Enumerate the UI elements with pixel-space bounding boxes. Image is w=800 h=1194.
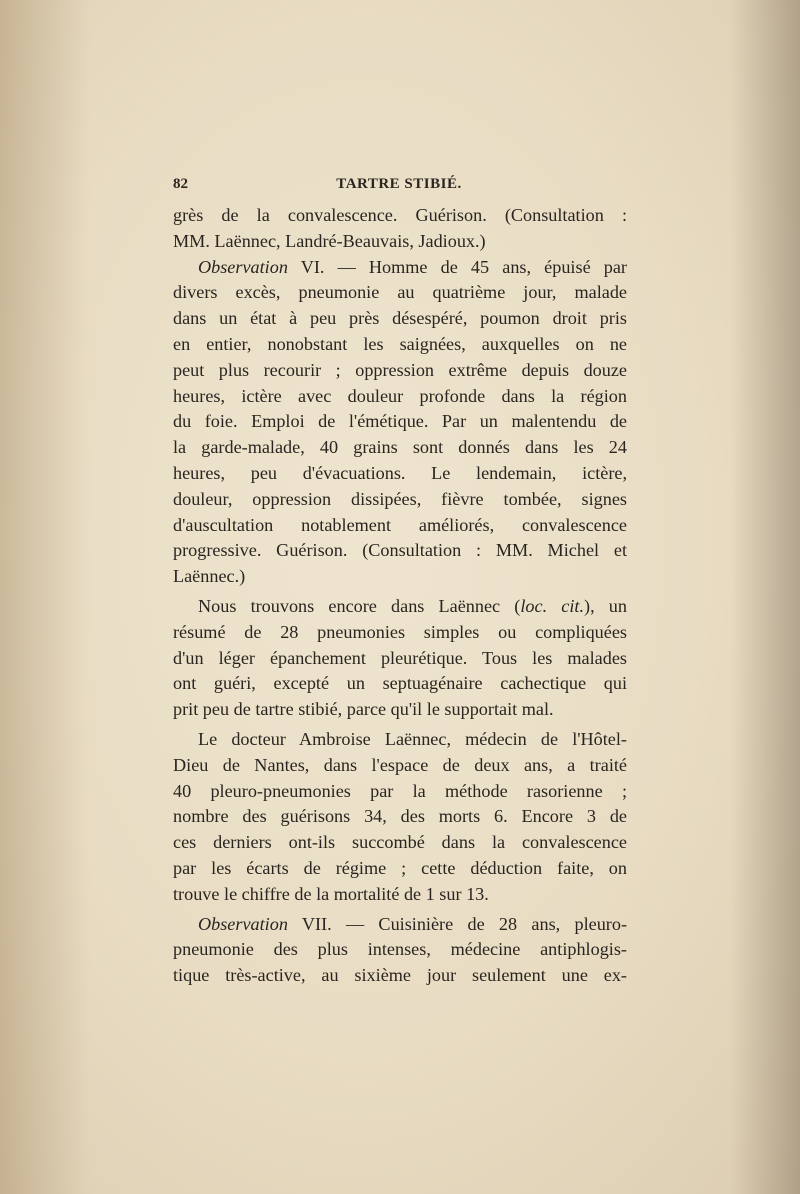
- italic-lead: Observation: [198, 913, 288, 934]
- text-line: [173, 255, 627, 281]
- text-line: pneumonie des plus intenses, médecine antiphlogis-: [173, 939, 627, 960]
- text-line: du foie. Emploi de l'émétique. Par un malentendu de: [173, 411, 627, 432]
- body-text: [173, 203, 627, 989]
- text-line: Le docteur Ambroise Laënnec, médecin de l'Hôtel-: [198, 728, 627, 749]
- text-line: ont guéri, excepté un septuagénaire cachectique qui: [173, 673, 627, 694]
- page-shadow-left: [0, 0, 90, 1194]
- text-line: douleur, oppression dissipées, fièvre tombée, signes: [173, 488, 627, 509]
- text-line: heures, ictère avec douleur profonde dans la région: [173, 385, 627, 406]
- text-line: grès de la convalescence. Guérison. (Consultation :: [173, 205, 627, 225]
- text-line: 40 pleuro-pneumonies par la méthode rasorienne ;: [173, 780, 627, 801]
- page-number: 82: [173, 176, 188, 192]
- text-line: divers excès, pneumonie au quatrième jour, malade: [173, 282, 627, 303]
- text-line: en entier, nonobstant les saignées, auxquelles on ne: [173, 333, 627, 354]
- text-line: ces derniers ont-ils succombé dans la convalescence: [173, 832, 627, 853]
- page-header: [173, 176, 625, 198]
- text-line: Dieu de Nantes, dans l'espace de deux ans, a traité: [173, 754, 627, 775]
- text-line: tique très-active, au sixième jour seulement une ex-: [173, 965, 627, 986]
- text-line: dans un état à peu près désespéré, poumon droit pris: [173, 308, 627, 329]
- text-line: Nous trouvons encore dans Laënnec (loc. cit.), un: [198, 595, 627, 616]
- text-line: la garde-malade, 40 grains sont donnés dans les 24: [173, 437, 627, 458]
- text-line: résumé de 28 pneumonies simples ou compliquées: [173, 621, 627, 642]
- italic-citation: loc. cit.: [520, 595, 585, 616]
- text-line: progressive. Guérison. (Consultation : MM. Michel et: [173, 540, 627, 561]
- running-title: TARTRE STIBIÉ.: [336, 176, 462, 192]
- page-shadow-right: [730, 0, 800, 1194]
- text-line: par les écarts de régime ; cette déduction faite, on: [173, 857, 627, 878]
- text-line: trouve le chiffre de la mortalité de 1 sur 13.: [173, 883, 489, 904]
- text-line: MM. Laënnec, Landré-Beauvais, Jadioux.): [173, 230, 486, 251]
- text-line: Laënnec.): [173, 566, 246, 587]
- text-line: nombre des guérisons 34, des morts 6. Encore 3 de: [173, 806, 627, 827]
- text-line-rest: VII. — Cuisinière de 28 ans, pleuro-: [287, 913, 627, 934]
- italic-lead: Observation: [198, 256, 288, 277]
- text-line: [173, 912, 627, 938]
- text-line: d'auscultation notablement améliorés, convalescence: [173, 514, 627, 535]
- text-line: peut plus recourir ; oppression extrême depuis douze: [173, 359, 627, 380]
- text-line: d'un léger épanchement pleurétique. Tous les malades: [173, 647, 627, 668]
- text-line: prit peu de tartre stibié, parce qu'il le supportait mal.: [173, 699, 554, 720]
- text-line: heures, peu d'évacuations. Le lendemain, ictère,: [173, 462, 627, 483]
- text-line-rest: VI. — Homme de 45 ans, épuisé par: [287, 256, 627, 277]
